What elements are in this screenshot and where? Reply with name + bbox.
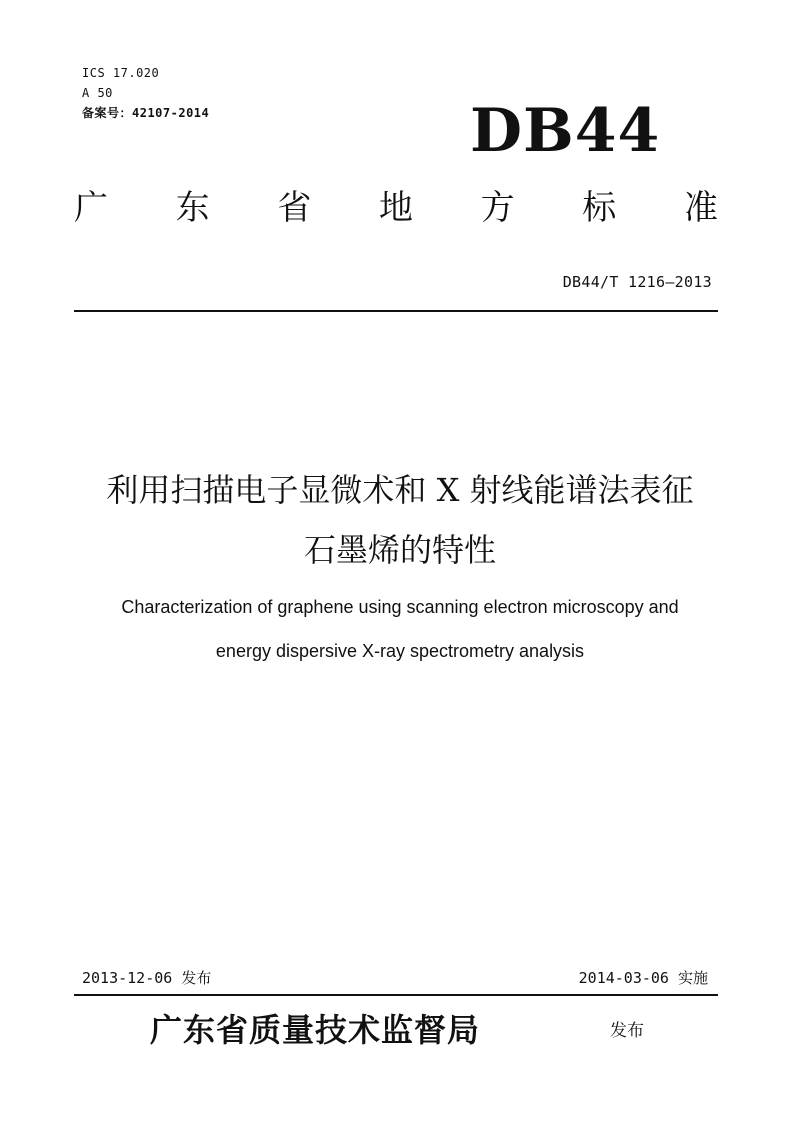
title-cn-line1: 利用扫描电子显微术和 X 射线能谱法表征 [106,471,694,509]
standard-type-char: 标 [582,188,617,228]
title-cn-line2: 石墨烯的特性 [303,531,496,569]
record-number: 备案号：42107-2014 [82,106,210,120]
standard-badge: DB44 [470,96,661,166]
header-divider [74,310,718,312]
standard-type-char: 东 [175,188,210,228]
standard-type-char: 广 [74,188,108,228]
standard-type-title [74,186,718,230]
standard-type-char: 准 [683,188,718,228]
issuing-authority: 广东省质量技术监督局 [150,1011,481,1049]
title-en-line2: energy dispersive X-ray spectrometry analysis [215,641,585,661]
standard-type-char: 方 [480,188,515,228]
issue-label: 发布 [610,1021,644,1041]
title-en-line1: Characterization of graphene using scanning electron microscopy and [121,597,679,617]
ccs-code: A 50 [82,86,113,100]
ics-code: ICS 17.020 [82,66,160,80]
standard-number: DB44/T 1216—2013 [562,273,712,291]
footer-divider [74,994,718,996]
implementation-date: 2014-03-06 实施 [578,969,708,987]
standard-type-char: 省 [277,188,312,228]
standard-type-char: 地 [378,188,413,228]
issue-date: 2013-12-06 发布 [82,969,212,987]
